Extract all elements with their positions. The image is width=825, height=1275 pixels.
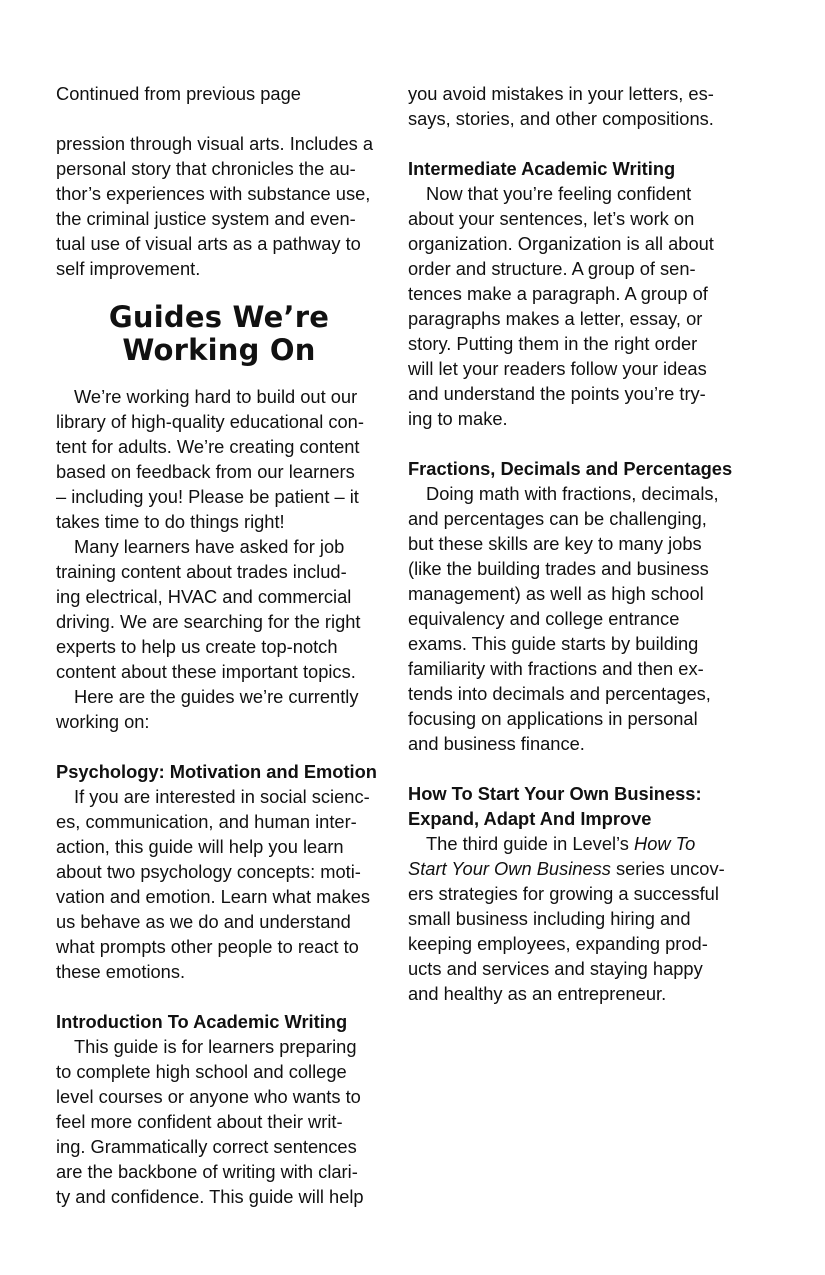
text-line: es, communication, and human inter- bbox=[56, 811, 357, 832]
text-line: – including you! Please be patient – it bbox=[56, 486, 359, 507]
left-column bbox=[56, 81, 382, 1209]
text-line: tences make a paragraph. A group of bbox=[408, 283, 708, 304]
text-line: organization. Organization is all about bbox=[408, 233, 714, 254]
text-line: library of high-quality educational con- bbox=[56, 411, 364, 432]
paragraph-2 bbox=[56, 534, 382, 684]
guide-academic-writing bbox=[56, 1009, 382, 1209]
text-line: thor’s experiences with substance use, bbox=[56, 183, 371, 204]
text-line: about two psychology concepts: moti- bbox=[56, 861, 361, 882]
guide-intermediate-writing bbox=[408, 156, 734, 431]
text-run: series uncov- bbox=[610, 858, 725, 879]
text-run: The third guide in Level’s bbox=[426, 833, 634, 854]
text-line: story. Putting them in the right order bbox=[408, 333, 698, 354]
text-line: keeping employees, expanding prod- bbox=[408, 933, 708, 954]
text-line: paragraphs makes a letter, essay, or bbox=[408, 308, 703, 329]
text-line: level courses or anyone who wants to bbox=[56, 1086, 361, 1107]
text-line: exams. This guide starts by building bbox=[408, 633, 699, 654]
text-line: us behave as we do and understand bbox=[56, 911, 351, 932]
text-line: ers strategies for growing a successful bbox=[408, 883, 719, 904]
text-line: are the backbone of writing with clari- bbox=[56, 1161, 358, 1182]
text-line: what prompts other people to react to bbox=[56, 936, 359, 957]
right-column bbox=[408, 81, 734, 1006]
text-line: familiarity with fractions and then ex- bbox=[408, 658, 704, 679]
section-heading bbox=[56, 301, 382, 367]
text-line: and business finance. bbox=[408, 733, 585, 754]
text-line: training content about trades includ- bbox=[56, 561, 347, 582]
text-line: tent for adults. We’re creating content bbox=[56, 436, 360, 457]
text-line: ucts and services and staying happy bbox=[408, 958, 703, 979]
heading-line: Working On bbox=[122, 333, 316, 367]
text-line: driving. We are searching for the right bbox=[56, 611, 361, 632]
text-line: Doing math with fractions, decimals, bbox=[426, 483, 719, 504]
text-line bbox=[408, 831, 734, 856]
guide-academic-writing-continued bbox=[408, 81, 734, 131]
text-line: tual use of visual arts as a pathway to bbox=[56, 233, 361, 254]
text-line: order and structure. A group of sen- bbox=[408, 258, 696, 279]
text-line: working on: bbox=[56, 711, 150, 732]
guide-title: Intermediate Academic Writing bbox=[408, 158, 676, 179]
text-line: Now that you’re feeling confident bbox=[426, 183, 692, 204]
text-line: Here are the guides we’re currently bbox=[74, 686, 359, 707]
text-line: ing electrical, HVAC and commercial bbox=[56, 586, 352, 607]
guide-title: Introduction To Academic Writing bbox=[56, 1011, 348, 1032]
text-line: about your sentences, let’s work on bbox=[408, 208, 695, 229]
guide-title: Psychology: Motivation and Emotion bbox=[56, 761, 377, 782]
guide-fractions bbox=[408, 456, 734, 756]
text-line: pression through visual arts. Includes a bbox=[56, 133, 374, 154]
text-line: self improvement. bbox=[56, 258, 201, 279]
text-line: you avoid mistakes in your letters, es- bbox=[408, 83, 714, 104]
text-line: and understand the points you’re try- bbox=[408, 383, 706, 404]
text-line: based on feedback from our learners bbox=[56, 461, 355, 482]
book-title: Start Your Own Business bbox=[408, 858, 611, 879]
text-line: management) as well as high school bbox=[408, 583, 704, 604]
intro-paragraph bbox=[56, 131, 382, 281]
text-line: If you are interested in social scienc- bbox=[74, 786, 370, 807]
text-line: content about these important topics. bbox=[56, 661, 356, 682]
text-line: tends into decimals and percentages, bbox=[408, 683, 711, 704]
text-line: to complete high school and college bbox=[56, 1061, 347, 1082]
book-title: How To bbox=[634, 833, 696, 854]
guide-title: Expand, Adapt And Improve bbox=[408, 808, 652, 829]
text-line bbox=[408, 856, 734, 881]
text-line: and healthy as an entrepreneur. bbox=[408, 983, 667, 1004]
guide-title: Fractions, Decimals and Percentages bbox=[408, 458, 733, 479]
guide-business bbox=[408, 781, 734, 1006]
text-line: small business including hiring and bbox=[408, 908, 691, 929]
text-line: experts to help us create top-notch bbox=[56, 636, 338, 657]
text-line: but these skills are key to many jobs bbox=[408, 533, 702, 554]
continued-note: Continued from previous page bbox=[56, 83, 301, 104]
text-line: says, stories, and other compositions. bbox=[408, 108, 714, 129]
text-line: personal story that chronicles the au- bbox=[56, 158, 356, 179]
paragraph-3 bbox=[56, 684, 382, 734]
text-line: the criminal justice system and even- bbox=[56, 208, 356, 229]
text-line: (like the building trades and business bbox=[408, 558, 709, 579]
paragraph-1 bbox=[56, 384, 382, 534]
text-line: these emotions. bbox=[56, 961, 186, 982]
heading-line: Guides We’re bbox=[108, 300, 330, 334]
text-line: Many learners have asked for job bbox=[74, 536, 345, 557]
text-line: ty and confidence. This guide will help bbox=[56, 1186, 364, 1207]
text-line: equivalency and college entrance bbox=[408, 608, 680, 629]
guide-psychology bbox=[56, 759, 382, 984]
text-line: feel more confident about their writ- bbox=[56, 1111, 343, 1132]
text-line: takes time to do things right! bbox=[56, 511, 285, 532]
text-line: vation and emotion. Learn what makes bbox=[56, 886, 371, 907]
text-line: and percentages can be challenging, bbox=[408, 508, 707, 529]
text-line: We’re working hard to build out our bbox=[74, 386, 358, 407]
text-line: ing to make. bbox=[408, 408, 508, 429]
guide-title: How To Start Your Own Business: bbox=[408, 783, 702, 804]
text-line: will let your readers follow your ideas bbox=[408, 358, 707, 379]
text-line: action, this guide will help you learn bbox=[56, 836, 344, 857]
text-line: ing. Grammatically correct sentences bbox=[56, 1136, 357, 1157]
text-line: focusing on applications in personal bbox=[408, 708, 698, 729]
text-line: This guide is for learners preparing bbox=[74, 1036, 357, 1057]
